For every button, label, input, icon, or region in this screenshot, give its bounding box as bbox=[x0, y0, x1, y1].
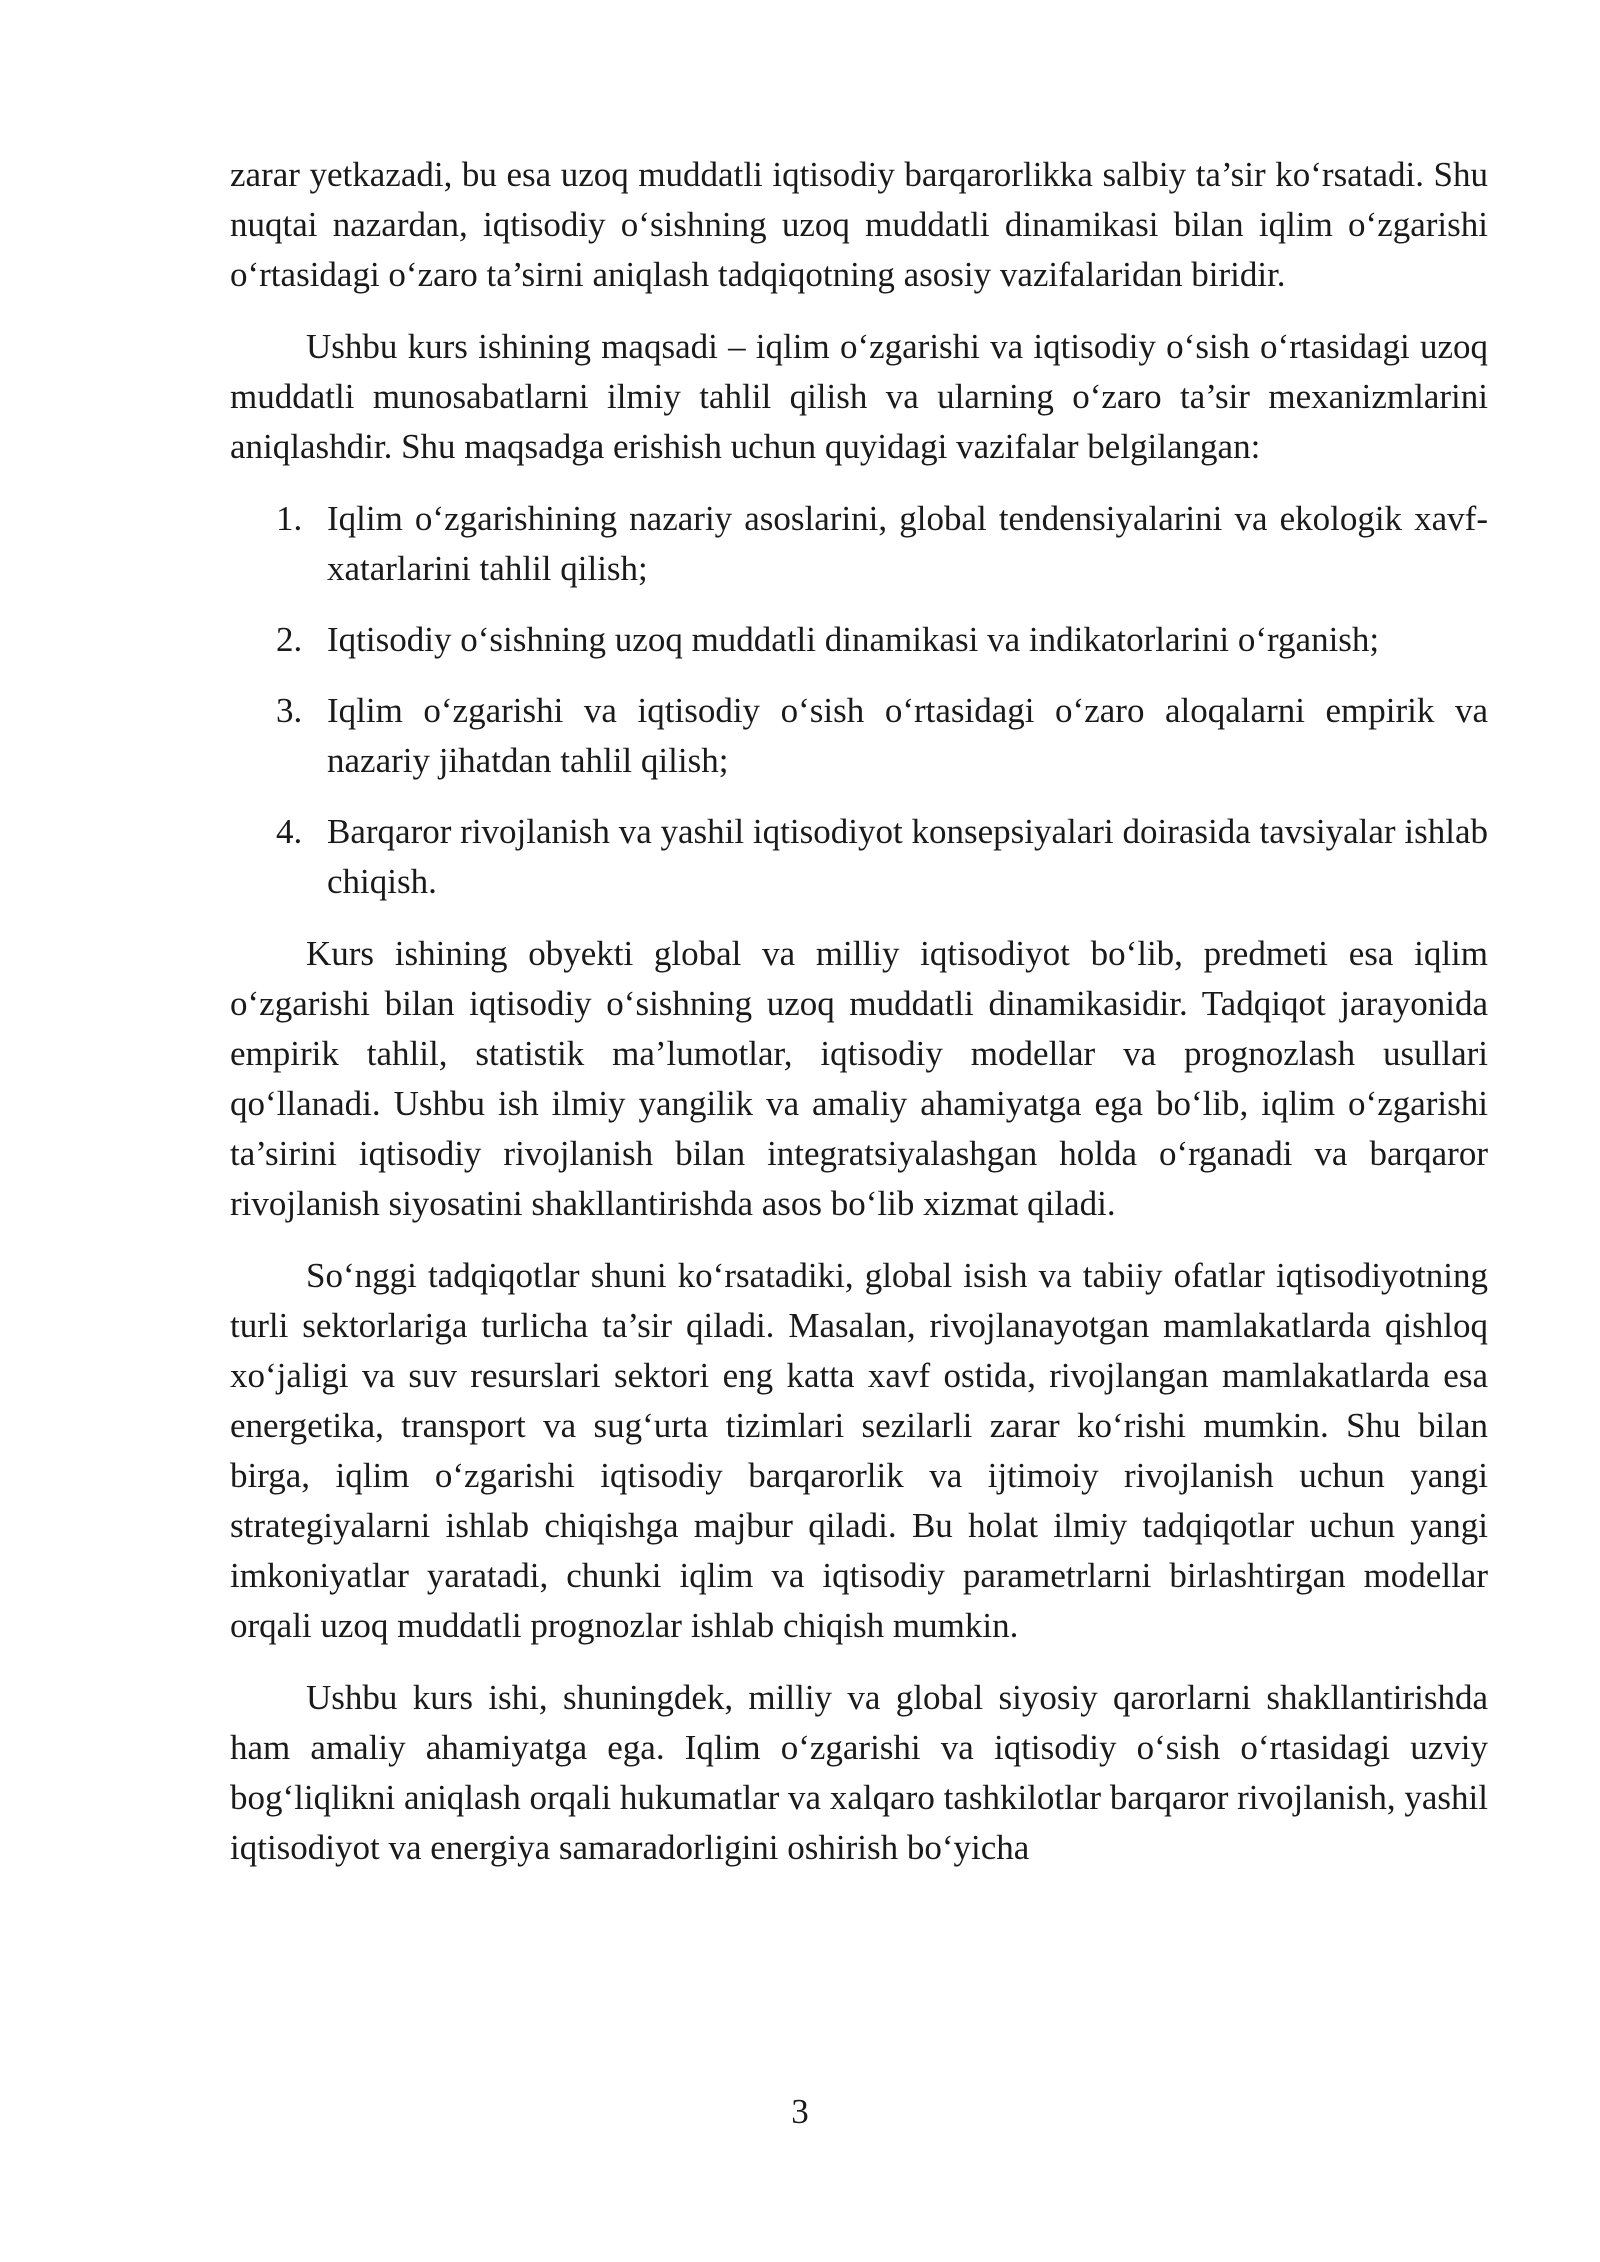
list-item bbox=[230, 494, 1488, 594]
paragraph-aim: Ushbu kurs ishining maqsadi – iqlim o‘zgarishi va iqtisodiy o‘sish o‘rtasidagi uzoq muddatli munosabatlarni ilmiy tahlil qilish va ularning o‘zaro ta’sir mexanizmlarini aniqlashdir. Shu maqsadga erishish uchun quyidagi vazifalar belgilangan: bbox=[230, 327, 1488, 466]
paragraph-recent-research: So‘nggi tadqiqotlar shuni ko‘rsatadiki, global isish va tabiiy ofatlar iqtisodiyotning turli sektorlariga turlicha ta’sir qiladi. Masalan, rivojlanayotgan mamlakatlarda qishloq xo‘jaligi va suv resurslari sektori eng katta xavf ostida, rivojlangan mamlakatlarda esa energetika, transport va sug‘urta tizimlari sezilarli zarar ko‘rishi mumkin. Shu bilan birga, iqlim o‘zgarishi iqtisodiy barqarorlik va ijtimoiy rivojlanish uchun yangi strategiyalarni ishlab chiqishga majbur qiladi. Bu holat ilmiy tadqiqotlar uchun yangi imkoniyatlar yaratadi, chunki iqlim va iqtisodiy parametrlarni birlashtirgan modellar orqali uzoq muddatli prognozlar ishlab chiqish mumkin. bbox=[230, 1256, 1488, 1645]
page-number: 3 bbox=[791, 2092, 809, 2131]
paragraph-practical-value: Ushbu kurs ishi, shuningdek, milliy va global siyosiy qarorlarni shakllantirishda ham amaliy ahamiyatga ega. Iqlim o‘zgarishi va iqtisodiy o‘sish o‘rtasidagi uzviy bog‘liqlikni aniqlash orqali hukumatlar va xalqaro tashkilotlar barqaror rivojlanish, yashil iqtisodiyot va energiya samaradorligini oshirish bo‘yicha bbox=[230, 1678, 1488, 1867]
list-item bbox=[230, 615, 1488, 665]
list-item-text: Iqlim o‘zgarishi va iqtisodiy o‘sish o‘rtasidagi o‘zaro aloqalarni empirik va nazariy jihatdan tahlil qilish; bbox=[327, 691, 1488, 780]
document-page bbox=[230, 150, 1488, 1895]
list-item-text: Barqaror rivojlanish va yashil iqtisodiyot konsepsiyalari doirasida tavsiyalar ishlab chiqish. bbox=[327, 812, 1488, 901]
list-item-number: 4. bbox=[276, 812, 303, 851]
list-item-text: Iqlim o‘zgarishining nazariy asoslarini, global tendensiyalarini va ekologik xavf-xatarlarini tahlil qilish; bbox=[327, 499, 1488, 588]
list-item bbox=[230, 686, 1488, 786]
list-item-number: 1. bbox=[276, 499, 303, 538]
list-item bbox=[230, 807, 1488, 907]
task-list bbox=[230, 494, 1488, 907]
list-item-number: 3. bbox=[276, 691, 303, 730]
paragraph-continuation: zarar yetkazadi, bu esa uzoq muddatli iqtisodiy barqarorlikka salbiy ta’sir ko‘rsatadi. Shu nuqtai nazardan, iqtisodiy o‘sishning uzoq muddatli dinamikasi bilan iqlim o‘zgarishi o‘rtasidagi o‘zaro ta’sirni aniqlash tadqiqotning asosiy vazifalaridan biridir. bbox=[230, 155, 1488, 294]
list-item-number: 2. bbox=[276, 620, 303, 659]
paragraph-object: Kurs ishining obyekti global va milliy iqtisodiyot bo‘lib, predmeti esa iqlim o‘zgarishi bilan iqtisodiy o‘sishning uzoq muddatli dinamikasidir. Tadqiqot jarayonida empirik tahlil, statistik ma’lumotlar, iqtisodiy modellar va prognozlash usullari qo‘llanadi. Ushbu ish ilmiy yangilik va amaliy ahamiyatga ega bo‘lib, iqlim o‘zgarishi ta’sirini iqtisodiy rivojlanish bilan integratsiyalashgan holda o‘rganadi va barqaror rivojlanish siyosatini shakllantirishda asos bo‘lib xizmat qiladi. bbox=[230, 934, 1488, 1223]
list-item-text: Iqtisodiy o‘sishning uzoq muddatli dinamikasi va indikatorlarini o‘rganish; bbox=[327, 620, 1380, 659]
